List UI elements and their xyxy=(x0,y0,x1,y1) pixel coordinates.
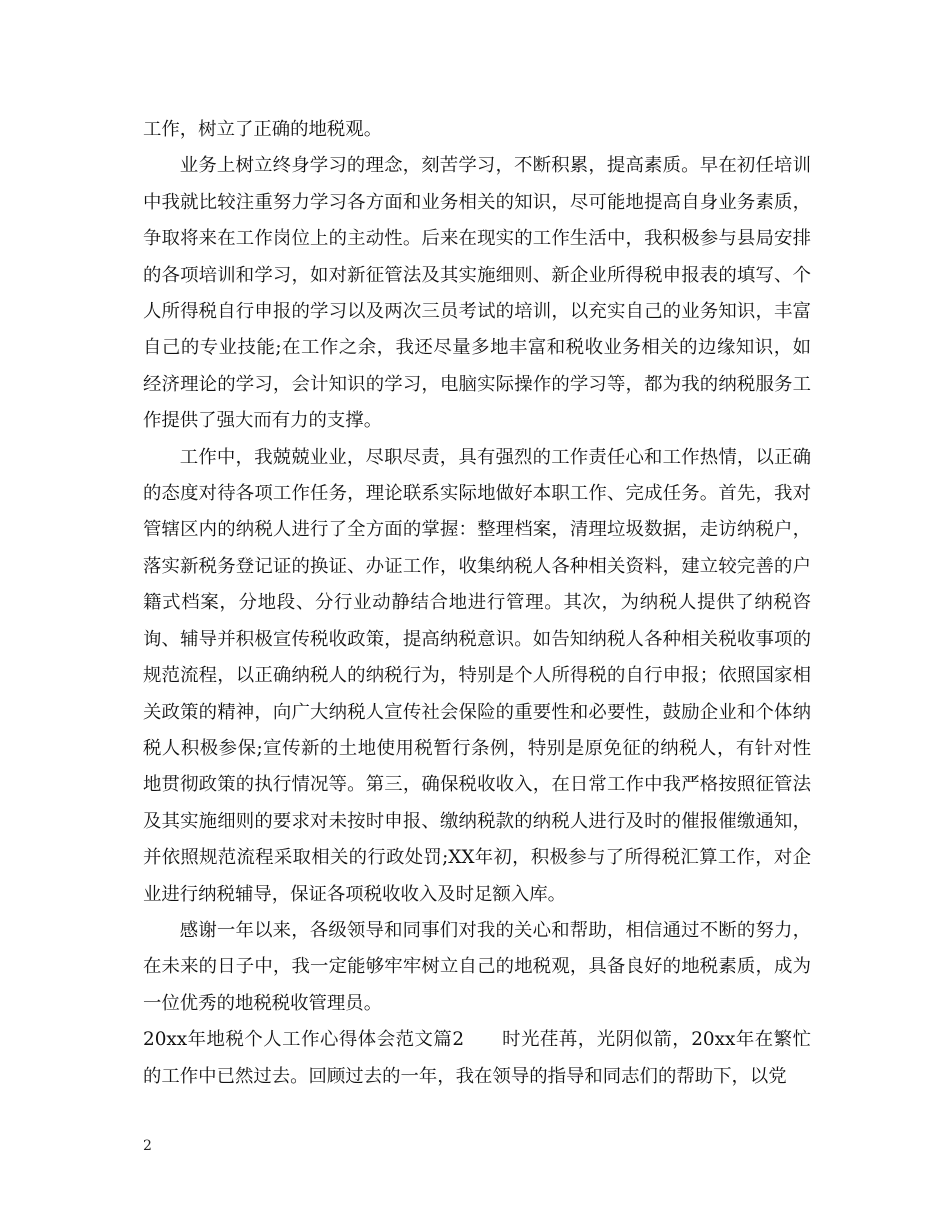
section-heading-title: 20xx年地税个人工作心得体会范文篇2 xyxy=(143,1029,465,1051)
page-number: 2 xyxy=(143,1138,152,1154)
paragraph-thanks: 感谢一年以来，各级领导和同事们对我的关心和帮助，相信通过不断的努力，在未来的日子中，我一定能够牢牢树立自己的地税观，具备良好的地税素质，成为一位优秀的地税税收管理员。 xyxy=(143,919,811,1014)
document-body xyxy=(143,112,811,1095)
paragraph-study: 业务上树立终身学习的理念，刻苦学习，不断积累，提高素质。早在初任培训中我就比较注重努力学习各方面和业务相关的知识，尽可能地提高自身业务素质，争取将来在工作岗位上的主动性。后来在现实的工作生活中，我积极参与县局安排的各项培训和学习，如对新征管法及其实施细则、新企业所得税申报表的填写、个人所得税自行申报的学习以及两次三员考试的培训，以充实自己的业务知识，丰富自己的专业技能;在工作之余，我还尽量多地丰富和税收业务相关的边缘知识，如经济理论的学习，会计知识的学习，电脑实际操作的学习等，都为我的纳税服务工作提供了强大而有力的支撑。 xyxy=(143,155,811,432)
section-heading-text: 时光荏苒，光阴似箭，20xx年在繁忙的工作中已然过去。回顾过去的一年，我在领导的指导和同志们的帮助下，以党 xyxy=(143,1029,811,1087)
paragraph-work-duties: 工作中，我兢兢业业，尽职尽责，具有强烈的工作责任心和工作热情，以正确的态度对待各项工作任务，理论联系实际地做好本职工作、完成任务。首先，我对管辖区内的纳税人进行了全方面的掌握：整理档案，清理垃圾数据，走访纳税户，落实新税务登记证的换证、办证工作，收集纳税人各种相关资料，建立较完善的户籍式档案，分地段、分行业动静结合地进行管理。其次，为纳税人提供了纳税咨询、辅导并积极宣传税收政策，提高纳税意识。如告知纳税人各种相关税收事项的规范流程，以正确纳税人的纳税行为，特别是个人所得税的自行申报；依照国家相关政策的精神，向广大纳税人宣传社会保险的重要性和必要性，鼓励企业和个体纳税人积极参保;宣传新的土地使用税暂行条例，特别是原免征的纳税人，有针对性地贯彻政策的执行情况等。第三，确保税收收入，在日常工作中我严格按照征管法及其实施细则的要求对未按时申报、缴纳税款的纳税人进行及时的催报催缴通知，并依照规范流程采取相关的行政处罚;XX年初，积极参与了所得税汇算工作，对企业进行纳税辅导，保证各项税收收入及时足额入库。 xyxy=(143,446,811,905)
section-heading-line xyxy=(143,1022,811,1095)
paragraph-continuation: 工作，树立了正确的地税观。 xyxy=(143,119,383,140)
heading-gap xyxy=(464,1029,502,1050)
